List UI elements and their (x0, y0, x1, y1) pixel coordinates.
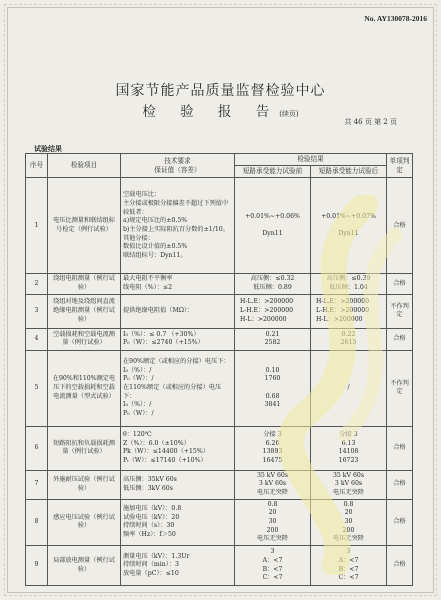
result-before: H-L.E：>200000 L-H.E：>200000 H-L：>200000 (235, 294, 311, 328)
table-row (26, 546, 413, 586)
header-tech: 技术要求 保证值（容差） (121, 154, 235, 178)
section-title: 试验结果 (34, 144, 62, 153)
result-after: 3 A：<7 B：<7 C：<7 (311, 546, 387, 586)
judgement: 合格 (387, 274, 413, 294)
result-before: 0.10 1760 0.68 3841 (235, 350, 311, 426)
test-item: 绕组电阻测量（例行试验） (48, 274, 121, 294)
table-row (26, 350, 413, 426)
row-number: 4 (26, 328, 48, 350)
tech-requirement: 测量电压（kV）：1.3Ur 持续时间（min）：3 放电量（pC）：≤10 (121, 546, 235, 586)
table-row (26, 274, 413, 294)
tech-requirement: 最大电阻不平衡率 线电阻（%）：≤2 (121, 274, 235, 294)
continued-label: (续页) (279, 110, 299, 118)
tech-requirement: 施加电压（kV）：0.8 试验电压（kV）：20 持续时间（s）：30 频率（Hz）：f＞50 (121, 499, 235, 545)
result-after: 0.8 20 30 200 电压无突降 (311, 499, 387, 545)
header-item: 检验项目 (48, 154, 121, 178)
page-count: 共 46 页 第 2 页 (344, 118, 397, 126)
row-number: 2 (26, 274, 48, 294)
header-after: 短路承受能力试验后 (311, 166, 387, 178)
test-item: 在90%和110%额定电压下的空载损耗和空载电流测量（型式试验） (48, 350, 121, 426)
judgement: 合格 (387, 546, 413, 586)
test-item: 绕组对地及绕组间直流绝缘电阻测量（例行试验） (48, 294, 121, 328)
table-row (26, 470, 413, 499)
result-before: 分接 3 6.26 13893 16475 (235, 426, 311, 470)
test-item: 短路阻抗和负载损耗测量（例行试验） (48, 426, 121, 470)
header-judge: 单项判定 (387, 154, 413, 178)
row-number: 7 (26, 470, 48, 499)
results-table (25, 153, 413, 586)
row-number: 6 (26, 426, 48, 470)
table-row (26, 426, 413, 470)
result-before: 35 kV 60s 3 kV 60s 电压无突降 (235, 470, 311, 499)
header-before: 短路承受能力试验前 (235, 166, 311, 178)
row-number: 5 (26, 350, 48, 426)
judgement: 不作判定 (387, 294, 413, 328)
result-after: H-L.E：>200000 L-H.E：>200000 H-L：>200000 (311, 294, 387, 328)
judgement: 不作判定 (387, 350, 413, 426)
judgement: 合格 (387, 499, 413, 545)
table-row (26, 178, 413, 274)
result-after: 分接 3 6.13 14108 16723 (311, 426, 387, 470)
judgement: 合格 (387, 178, 413, 274)
header-no: 序号 (26, 154, 48, 178)
tech-requirement: 空载电压比： 主分接或极限分接偏差不超过下列值中较低者： a)规定电压比的±0.5% b)主分接上实际阻抗百分数的±1/10。 其他分接： 数值比设计值的±0.5% 联结组标号：Dyn11。 (121, 178, 235, 274)
tech-requirement: 高压侧：35kV 60s 低压侧：3kV 60s (121, 470, 235, 499)
report-number: No. AY130078-2016 (364, 14, 427, 23)
result-before: +0.01%~+0.06% Dyn11 (235, 178, 311, 274)
tech-requirement: 在90%额定（或相应的分接）电压下： I₀（%）：/ P₀（W）：/ 在110%额定（或相应的分接）电压下： I₀（%）：/ P₀（W）：/ (121, 350, 235, 426)
table-row (26, 294, 413, 328)
judgement: 合格 (387, 328, 413, 350)
row-number: 9 (26, 546, 48, 586)
test-item: 外施耐压试验（例行试验） (48, 470, 121, 499)
result-before: 3 A：<7 B：<7 C：<7 (235, 546, 311, 586)
result-after: +0.01%~+0.07% Dyn11 (311, 178, 387, 274)
test-item: 局部放电测量（例行试验） (48, 546, 121, 586)
row-number: 1 (26, 178, 48, 274)
tech-requirement: I₀（%）：≤ 0.7 （+30%） P₀（W）：≤2740（+15%） (121, 328, 235, 350)
header-result: 检验结果 (235, 154, 387, 166)
result-before: 0.8 20 30 200 电压无突降 (235, 499, 311, 545)
test-item: 空载损耗和空载电流测量（例行试验） (48, 328, 121, 350)
judgement: 合格 (387, 470, 413, 499)
row-number: 8 (26, 499, 48, 545)
result-after: 高压侧：≤0.39 低压侧：1.04 (311, 274, 387, 294)
table-row (26, 328, 413, 350)
center-name: 国家节能产品质量监督检验中心 (115, 83, 326, 99)
result-before: 高压侧：≤0.32 低压侧：0.89 (235, 274, 311, 294)
report-title: 检 验 报 告 (142, 104, 280, 120)
tech-requirement: 提供绝缘电阻值（MΩ）： (121, 294, 235, 328)
result-after: 0.22 2615 (311, 328, 387, 350)
test-item: 感应电压试验（例行试验） (48, 499, 121, 545)
row-number: 3 (26, 294, 48, 328)
table-row (26, 499, 413, 545)
test-item: 电压比测量和联结组标号检定（例行试验） (48, 178, 121, 274)
tech-requirement: θ：120℃ Z（%）：6.0（±10%） Pk（W）：≤14400（+15%） Pₜ（W）：≤17140（+10%） (121, 426, 235, 470)
judgement: 合格 (387, 426, 413, 470)
result-after: 35 kV 60s 3 kV 60s 电压无突降 (311, 470, 387, 499)
result-before: 0.21 2582 (235, 328, 311, 350)
result-after: / (311, 350, 387, 426)
